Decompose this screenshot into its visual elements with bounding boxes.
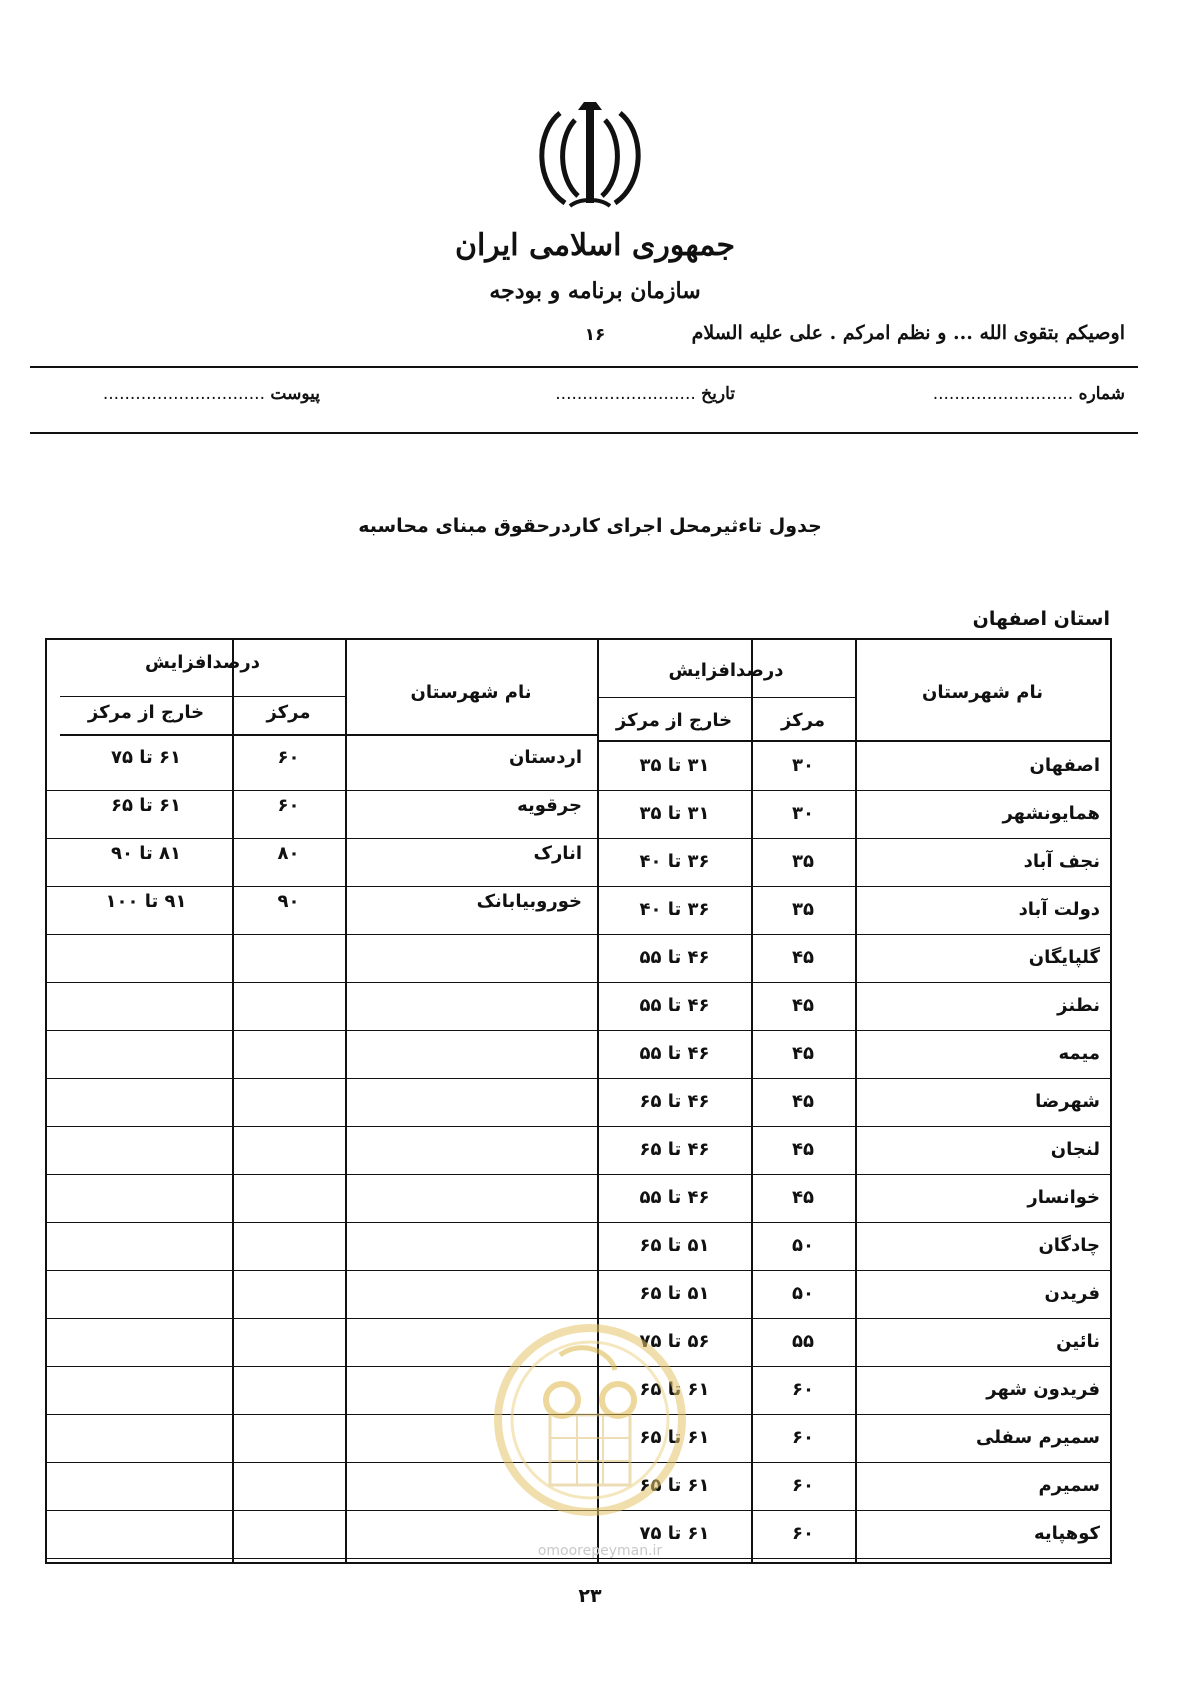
center-percent-cell: ۶۰ [792, 1379, 814, 1400]
county-name-cell: چادگان [1038, 1235, 1100, 1256]
outside-percent-cell: ۳۱ تا ۳۵ [639, 803, 710, 824]
left-outside-header: خارج از مرکز [87, 702, 205, 723]
county-name-cell: گلپایگان [1028, 947, 1100, 968]
county-name-cell: جرقویه [517, 795, 582, 816]
date-dots: .......................... [555, 384, 696, 404]
outside-percent-cell: ۴۶ تا ۵۵ [639, 947, 710, 968]
outside-percent-cell: ۶۱ تا ۶۵ [110, 795, 182, 816]
row-divider [47, 982, 1110, 983]
county-name-cell: همایونشهر [1002, 803, 1100, 824]
left-county-header: نام شهرستان [410, 682, 532, 703]
outside-percent-cell: ۶۱ تا ۶۵ [639, 1475, 710, 1496]
county-name-cell: فریدن [1044, 1283, 1100, 1304]
attachment-dots: .............................. [102, 384, 265, 404]
row-divider [47, 1078, 1110, 1079]
center-percent-cell: ۴۵ [792, 1187, 814, 1208]
county-name-cell: اصفهان [1029, 755, 1100, 776]
center-percent-cell: ۶۰ [792, 1475, 814, 1496]
county-name-cell: لنجان [1050, 1139, 1100, 1160]
outside-percent-cell: ۴۶ تا ۵۵ [639, 1187, 710, 1208]
outside-percent-cell: ۴۶ تا ۵۵ [639, 995, 710, 1016]
outside-percent-cell: ۵۶ تا ۷۵ [639, 1331, 710, 1352]
county-name-cell: خوانسار [1027, 1187, 1100, 1208]
right-county-header: نام شهرستان [922, 682, 1043, 703]
outside-percent-cell: ۴۶ تا ۶۵ [639, 1139, 710, 1160]
column-divider [751, 640, 753, 1562]
county-name-cell: نجف آباد [1023, 851, 1100, 872]
motto: اوصیکم بتقوی الله ... و نظم امرکم . علی علیه السلام [691, 322, 1125, 344]
center-percent-cell: ۹۰ [277, 891, 300, 912]
center-percent-cell: ۵۰ [792, 1235, 814, 1256]
county-name-cell: کوهپایه [1033, 1523, 1100, 1544]
org-name: جمهوری اسلامی ایران [454, 228, 736, 263]
county-name-cell: نائین [1056, 1331, 1100, 1352]
org-subtitle: سازمان برنامه و بودجه [489, 278, 701, 304]
center-percent-cell: ۴۵ [792, 1091, 814, 1112]
left-center-header: مرکز [266, 702, 311, 723]
county-name-cell: انارک [533, 843, 582, 864]
date-label: تاریخ [701, 384, 735, 404]
county-name-cell: میمه [1058, 1043, 1100, 1064]
outside-percent-cell: ۶۱ تا ۷۵ [639, 1523, 710, 1544]
date-field [475, 384, 735, 404]
right-percent-header: درصدافزایش [668, 660, 784, 681]
header-bottom-rule [855, 740, 1110, 742]
county-name-cell: سمیرم سفلی [976, 1427, 1100, 1448]
outside-percent-cell: ۴۶ تا ۶۵ [639, 1091, 710, 1112]
header-number: ۱۶ [584, 325, 606, 345]
center-percent-cell: ۴۵ [792, 995, 814, 1016]
row-divider [47, 1318, 1110, 1319]
header-subrule [60, 696, 345, 697]
document-title: جدول تاءثیرمحل اجرای کاردرحقوق مبنای محاسبه [358, 515, 822, 537]
number-label: شماره [1078, 384, 1125, 404]
center-percent-cell: ۶۰ [792, 1427, 814, 1448]
center-percent-cell: ۳۰ [792, 755, 814, 776]
outside-percent-cell: ۳۶ تا ۴۰ [639, 899, 710, 920]
county-name-cell: نطنز [1057, 995, 1100, 1016]
column-divider [232, 640, 234, 1562]
page-number: ۲۳ [578, 1585, 602, 1607]
law-seal-watermark-icon [490, 1320, 690, 1520]
outside-percent-cell: ۸۱ تا ۹۰ [110, 843, 182, 864]
center-percent-cell: ۳۵ [792, 851, 814, 872]
outside-percent-cell: ۶۱ تا ۷۵ [110, 747, 182, 768]
outside-percent-cell: ۶۱ تا ۶۵ [639, 1427, 710, 1448]
center-percent-cell: ۴۵ [792, 1043, 814, 1064]
attachment-field [60, 384, 320, 404]
column-divider [855, 640, 857, 1562]
row-divider [47, 934, 1110, 935]
row-divider [47, 1222, 1110, 1223]
header-bottom-rule [597, 740, 855, 742]
center-percent-cell: ۳۰ [792, 803, 814, 824]
iran-emblem-icon [520, 98, 660, 218]
center-percent-cell: ۵۵ [792, 1331, 814, 1352]
row-divider [47, 1126, 1110, 1127]
watermark-text: omoorepeyman.ir [537, 1543, 663, 1559]
center-percent-cell: ۶۰ [277, 747, 300, 768]
right-center-header: مرکز [780, 710, 825, 731]
row-divider [47, 1030, 1110, 1031]
county-name-cell: فریدون شهر [986, 1379, 1100, 1400]
outside-percent-cell: ۵۱ تا ۶۵ [639, 1283, 710, 1304]
county-name-cell: شهرضا [1035, 1091, 1100, 1112]
province-name: استان اصفهان [972, 608, 1110, 630]
outside-percent-cell: ۳۱ تا ۳۵ [639, 755, 710, 776]
header-rule-top [30, 366, 1138, 368]
county-name-cell: سمیرم [1038, 1475, 1100, 1496]
number-field [895, 384, 1125, 404]
center-percent-cell: ۶۰ [277, 795, 300, 816]
header-subrule [597, 697, 855, 698]
county-name-cell: اردستان [509, 747, 582, 768]
center-percent-cell: ۴۵ [792, 1139, 814, 1160]
outside-percent-cell: ۴۶ تا ۵۵ [639, 1043, 710, 1064]
county-name-cell: خوروبیابانک [476, 891, 582, 912]
outside-percent-cell: ۹۱ تا ۱۰۰ [105, 891, 187, 912]
center-percent-cell: ۳۵ [792, 899, 814, 920]
outside-percent-cell: ۳۶ تا ۴۰ [639, 851, 710, 872]
left-percent-header: درصدافزایش [145, 652, 260, 673]
attachment-label: پیوست [270, 384, 320, 404]
row-divider [47, 1270, 1110, 1271]
number-dots: .......................... [932, 384, 1074, 404]
column-divider [345, 640, 347, 1562]
outside-percent-cell: ۵۱ تا ۶۵ [639, 1235, 710, 1256]
center-percent-cell: ۸۰ [277, 843, 300, 864]
center-percent-cell: ۴۵ [792, 947, 814, 968]
center-percent-cell: ۶۰ [792, 1523, 814, 1544]
outside-percent-cell: ۶۱ تا ۶۵ [639, 1379, 710, 1400]
county-name-cell: دولت آباد [1018, 899, 1100, 920]
center-percent-cell: ۵۰ [792, 1283, 814, 1304]
header-rule-bottom [30, 432, 1138, 434]
row-divider [47, 1174, 1110, 1175]
right-outside-header: خارج از مرکز [615, 710, 733, 731]
